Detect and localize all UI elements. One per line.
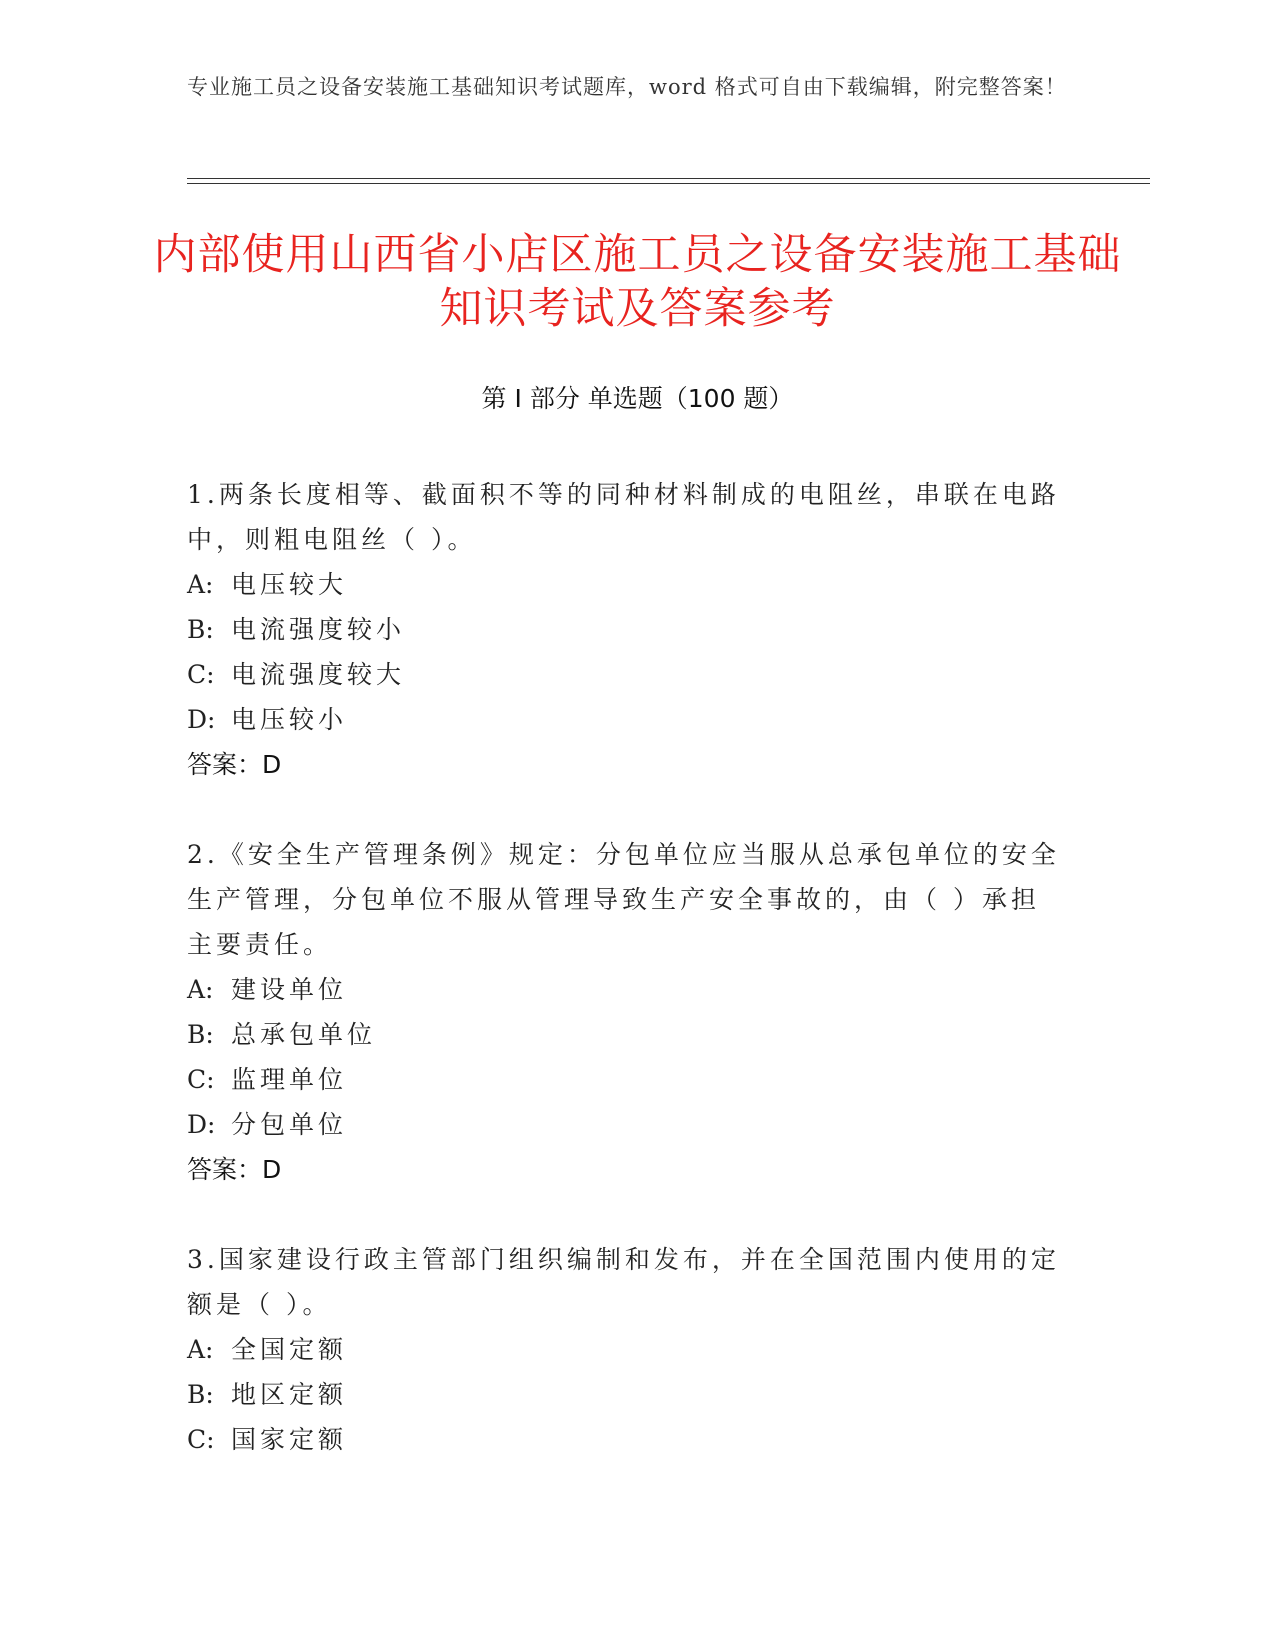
question-text: 2.《安全生产管理条例》规定：分包单位应当服从总承包单位的安全生产管理，分包单位不服从管理导致生产安全事故的，由（ ）承担主要责任。 (187, 840, 1060, 959)
document-title: 内部使用山西省小店区施工员之设备安装施工基础知识考试及答案参考 (153, 230, 1122, 334)
option-c (187, 652, 1067, 697)
answer: 答案：D (187, 1155, 282, 1184)
option-text: 电压较大 (231, 570, 348, 599)
option-text: 地区定额 (231, 1380, 348, 1409)
option-a (187, 562, 1067, 607)
option-letter: B: (187, 1020, 214, 1049)
option-c (187, 1057, 1067, 1102)
option-text: 建设单位 (231, 975, 348, 1004)
option-letter: D: (187, 1110, 216, 1139)
option-d (187, 697, 1067, 742)
header-note: 专业施工员之设备安装施工基础知识考试题库，word 格式可自由下载编辑，附完整答案！ (187, 75, 1067, 99)
option-text: 全国定额 (231, 1335, 348, 1364)
answer: 答案：D (187, 750, 282, 779)
question-list (187, 472, 1067, 1507)
option-letter: B: (187, 615, 214, 644)
option-text: 总承包单位 (231, 1020, 377, 1049)
question-text: 3.国家建设行政主管部门组织编制和发布，并在全国范围内使用的定额是（ ）。 (187, 1245, 1060, 1319)
question-3 (187, 1237, 1067, 1462)
option-text: 电流强度较小 (231, 615, 406, 644)
option-letter: C: (187, 1065, 215, 1094)
question-text: 1.两条长度相等、截面积不等的同种材料制成的电阻丝，串联在电路中，则粗电阻丝（ ）。 (187, 480, 1060, 554)
header-divider-top (187, 178, 1150, 179)
option-a (187, 1327, 1067, 1372)
option-b (187, 1372, 1067, 1417)
question-2 (187, 832, 1067, 1192)
option-a (187, 967, 1067, 1012)
option-letter: A: (187, 975, 214, 1004)
option-b (187, 607, 1067, 652)
option-letter: B: (187, 1380, 214, 1409)
option-text: 监理单位 (231, 1065, 348, 1094)
option-letter: C: (187, 660, 215, 689)
option-letter: A: (187, 1335, 214, 1364)
option-text: 电流强度较大 (231, 660, 406, 689)
option-c (187, 1417, 1067, 1462)
option-text: 国家定额 (231, 1425, 348, 1454)
section-heading: 第 I 部分 单选题（100 题） (481, 384, 794, 413)
question-1 (187, 472, 1067, 787)
option-text: 电压较小 (231, 705, 348, 734)
option-d (187, 1102, 1067, 1147)
option-letter: C: (187, 1425, 215, 1454)
option-letter: A: (187, 570, 214, 599)
option-text: 分包单位 (231, 1110, 348, 1139)
header-divider-bottom (187, 183, 1150, 184)
option-letter: D: (187, 705, 216, 734)
option-b (187, 1012, 1067, 1057)
